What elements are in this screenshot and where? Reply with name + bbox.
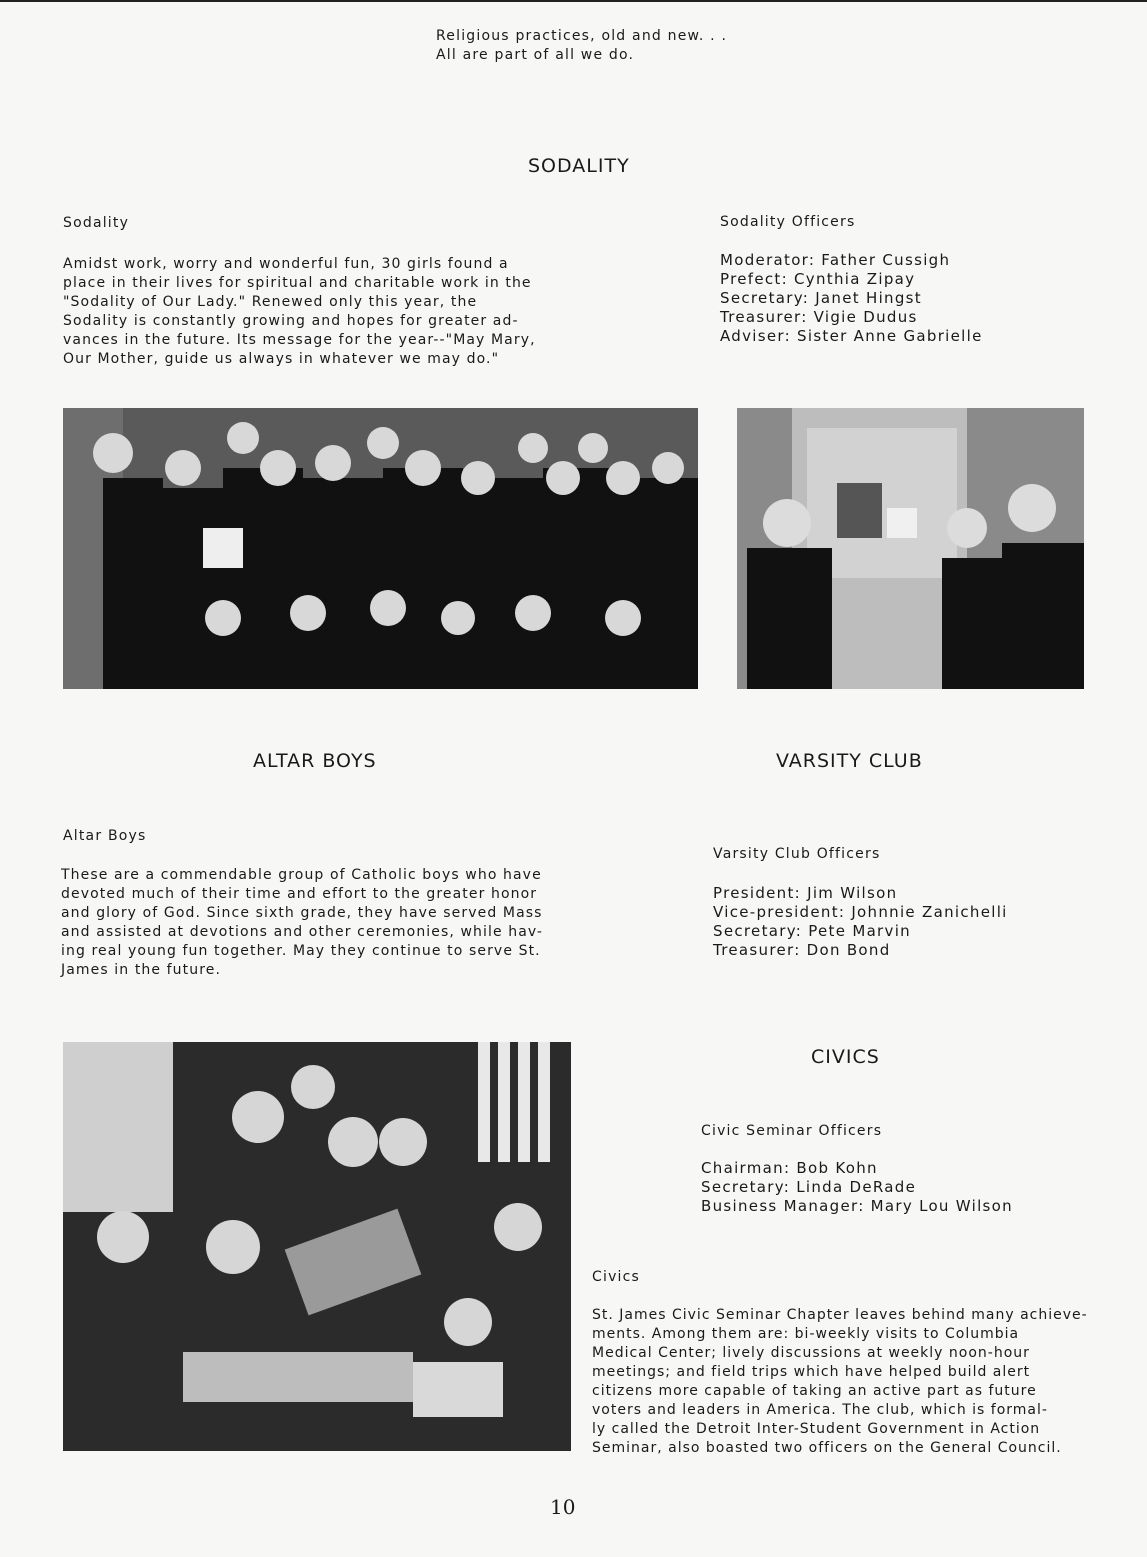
officer-entry: Moderator: Father Cussigh	[720, 251, 951, 269]
sodality-body-line: Sodality is constantly growing and hopes for greater ad-	[63, 313, 519, 329]
civics-body-line: voters and leaders in America. The club, which is formal-	[592, 1402, 1048, 1418]
officer-entry: Secretary: Janet Hingst	[720, 289, 922, 307]
sodality-label: Sodality	[63, 215, 130, 231]
sodality-body-line: place in their lives for spiritual and charitable work in the	[63, 275, 532, 291]
civics-body-line: ly called the Detroit Inter-Student Government in Action	[592, 1421, 1041, 1437]
altar-boys-body-line: and glory of God. Since sixth grade, they have served Mass	[61, 905, 543, 921]
civics-body-line: Medical Center; lively discussions at weekly noon-hour	[592, 1345, 1030, 1361]
sodality-body	[63, 255, 536, 369]
altar-boys-body-line: ing real young fun together. May they continue to serve St.	[61, 943, 541, 959]
officer-entry: President: Jim Wilson	[713, 884, 898, 902]
altar-boys-heading: ALTAR BOYS	[253, 750, 377, 772]
sodality-body-line: Our Mother, guide us always in whatever we may do."	[63, 351, 500, 367]
varsity-club-officers-title: Varsity Club Officers	[713, 846, 881, 862]
officer-entry: Secretary: Pete Marvin	[713, 922, 911, 940]
civics-officers-list	[701, 1159, 1013, 1216]
altar-boys-body-line: and assisted at devotions and other ceremonies, while hav-	[61, 924, 544, 940]
civics-label: Civics	[592, 1269, 641, 1285]
sodality-body-line: Amidst work, worry and wonderful fun, 30 girls found a	[63, 256, 509, 272]
civics-body-line: Seminar, also boasted two officers on the General Council.	[592, 1440, 1062, 1456]
motto-line-1: Religious practices, old and new. . .	[436, 28, 728, 44]
civics-group-photo	[63, 1042, 571, 1451]
sodality-group-photo	[63, 408, 698, 689]
sodality-board-photo	[737, 408, 1084, 689]
motto-line-2: All are part of all we do.	[436, 47, 635, 63]
officer-entry: Treasurer: Don Bond	[713, 941, 891, 959]
officer-entry: Chairman: Bob Kohn	[701, 1159, 878, 1177]
page-motto	[436, 27, 727, 65]
officer-entry: Secretary: Linda DeRade	[701, 1178, 917, 1196]
officer-entry: Treasurer: Vigie Dudus	[720, 308, 918, 326]
altar-boys-label: Altar Boys	[63, 828, 147, 844]
officer-entry: Prefect: Cynthia Zipay	[720, 270, 916, 288]
altar-boys-body-line: devoted much of their time and effort to the greater honor	[61, 886, 538, 902]
varsity-club-officers-list	[713, 884, 1008, 960]
civics-body-line: ments. Among them are: bi-weekly visits to Columbia	[592, 1326, 1020, 1342]
altar-boys-body	[61, 866, 543, 980]
civics-body	[592, 1306, 1088, 1458]
sodality-body-line: "Sodality of Our Lady." Renewed only this year, the	[63, 294, 478, 310]
top-border	[0, 0, 1147, 2]
officer-entry: Business Manager: Mary Lou Wilson	[701, 1197, 1013, 1215]
officer-entry: Adviser: Sister Anne Gabrielle	[720, 327, 983, 345]
officer-entry: Vice-president: Johnnie Zanichelli	[713, 903, 1008, 921]
civics-heading: CIVICS	[811, 1046, 880, 1068]
sodality-officers-list	[720, 251, 983, 346]
sodality-body-line: vances in the future. Its message for the year--"May Mary,	[63, 332, 536, 348]
civics-body-line: St. James Civic Seminar Chapter leaves behind many achieve-	[592, 1307, 1088, 1323]
altar-boys-body-line: James in the future.	[61, 962, 222, 978]
sodality-heading: SODALITY	[528, 155, 630, 177]
altar-boys-body-line: These are a commendable group of Catholic boys who have	[61, 867, 542, 883]
sodality-officers-title: Sodality Officers	[720, 214, 856, 230]
varsity-club-heading: VARSITY CLUB	[776, 750, 923, 772]
page-number: 10	[550, 1495, 576, 1519]
civics-body-line: meetings; and field trips which have helped build alert	[592, 1364, 1031, 1380]
civics-officers-title: Civic Seminar Officers	[701, 1123, 883, 1139]
civics-body-line: citizens more capable of taking an active part as future	[592, 1383, 1037, 1399]
